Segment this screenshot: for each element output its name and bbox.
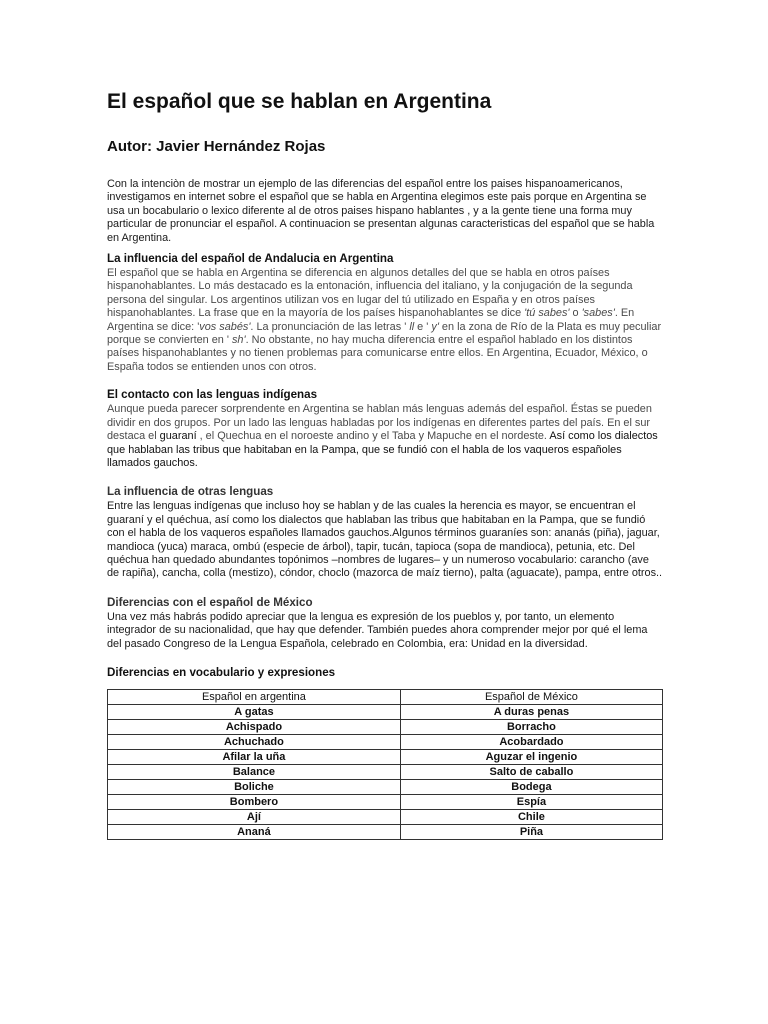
table-cell: Achuchado <box>108 734 401 749</box>
table-cell: Ají <box>108 809 401 824</box>
table-row <box>108 704 663 719</box>
table-row <box>108 749 663 764</box>
table-cell: Achispado <box>108 719 401 734</box>
heading-andalucia: La influencia del español de Andalucia en Argentina <box>107 252 394 266</box>
table-cell: Balance <box>108 764 401 779</box>
table-cell: Salto de caballo <box>400 764 662 779</box>
paragraph-mexico: Una vez más habrás podido apreciar que la lengua es expresión de los pueblos y, por tanto, un elemento integrador de su nacionalidad, que hay que defender. También puedes ahora comprender mejor por qué el lema del pasado Congreso de la Lengua Española, celebrado en Colombia, era: Unidad en la diversidad. <box>107 610 648 650</box>
table-cell: Boliche <box>108 779 401 794</box>
table-cell: Ananá <box>108 824 401 839</box>
table-row <box>108 764 663 779</box>
table-cell: Borracho <box>400 719 662 734</box>
table-row <box>108 824 663 839</box>
column-header-argentina: Español en argentina <box>108 689 401 704</box>
heading-otras-lenguas: La influencia de otras lenguas <box>107 485 274 499</box>
table-cell: Bodega <box>400 779 662 794</box>
table-row <box>108 779 663 794</box>
table-row <box>108 719 663 734</box>
table-cell: Piña <box>400 824 662 839</box>
intro-paragraph: Con la intenciòn de mostrar un ejemplo de las diferencias del español entre los paises hispanoamericanos, investigamos en internet sobre el español que se habla en Argentina elegimos este pais porque en Argentina se usa un bocabulario o lexico diferente al de otros paises hispano hablantes , y a la gente tiene una forma muy particular de pronunciar el español. A continuacion se presentan algunas caracteristicas del español que se habla en Argentina. <box>107 178 655 244</box>
column-header-mexico: Español de México <box>400 689 662 704</box>
page-title: El español que se hablan en Argentina <box>107 90 492 113</box>
heading-indigenas: El contacto con las lenguas indígenas <box>107 388 318 402</box>
author-line: Autor: Javier Hernández Rojas <box>107 138 326 155</box>
table-cell: Afilar la uña <box>108 749 401 764</box>
table-cell: A gatas <box>108 704 401 719</box>
paragraph-indigenas: Aunque pueda parecer sorprendente en Argentina se hablan más lenguas además del español. Éstas se pueden dividir en dos grupos. Por un lado las lenguas habladas por los indígenas en diferentes partes del país. En el sur destaca el guaraní , el Quechua en el noroeste andino y el Taba y Mapuche en el nordeste. Así como los dialectos que hablaban las tribus que habitaban en la Pampa, que se fundió con el habla de los vaqueros españoles llamados gauchos. <box>107 403 658 469</box>
table-header-row <box>108 689 663 704</box>
table-cell: Bombero <box>108 794 401 809</box>
table-row <box>108 794 663 809</box>
heading-vocabulario: Diferencias en vocabulario y expresiones <box>107 665 336 679</box>
table-cell: Acobardado <box>400 734 662 749</box>
vocabulary-table <box>107 689 663 840</box>
table-cell: Aguzar el ingenio <box>400 749 662 764</box>
table-row <box>108 734 663 749</box>
table-cell: Chile <box>400 809 662 824</box>
document-page <box>107 88 663 840</box>
heading-mexico: Diferencias con el español de México <box>107 595 313 609</box>
paragraph-otras-lenguas: Entre las lenguas indígenas que incluso hoy se hablan y de las cuales la herencia es mayor, se encuentran el guaraní y el quéchua, así como los dialectos que hablaban las tribus que habitaban en la Pampa, que se fundió con el habla de los vaqueros españoles llamados gauchos.Algunos términos guaraníes son: ananás (piña), jaguar, mandioca (yuca) maraca, ombú (especie de árbol), tapir, tucán, tapioca (sopa de mandioca), petunia, etc. Del quéchua han quedado abundantes topónimos –nombres de lugares– y un numeroso vocabulario: carancho (ave de rapiña), cancha, colla (mestizo), cóndor, choclo (mazorca de maíz tierno), palta (aguacate), pampa, entre otros.. <box>107 500 663 580</box>
table-row <box>108 809 663 824</box>
table-cell: Espía <box>400 794 662 809</box>
table-cell: A duras penas <box>400 704 662 719</box>
paragraph-andalucia: El español que se habla en Argentina se diferencia en algunos detalles del que se habla en otros países hispanohablantes. Lo más destacado es la entonación, influencia del italiano, y la conjugación de la segunda persona del singular. Los argentinos utilizan vos en lugar del tú utilizado en España y en otros países hispanohablantes. La frase que en la mayoría de los países hispanohablantes se dice 'tú sabes' o 'sabes'. En Argentina se dice: 'vos sabés'. La pronunciación de las letras ' ll e ' y' en la zona de Río de la Plata es muy peculiar porque se convierten en ' sh'. No obstante, no hay mucha diferencia entre el español hablado en los distintos países hispanohablantes y no tienen problemas para comunicarse entre ellos. En Argentina, Ecuador, México, o España todos se entienden unos con otros. <box>107 267 662 373</box>
